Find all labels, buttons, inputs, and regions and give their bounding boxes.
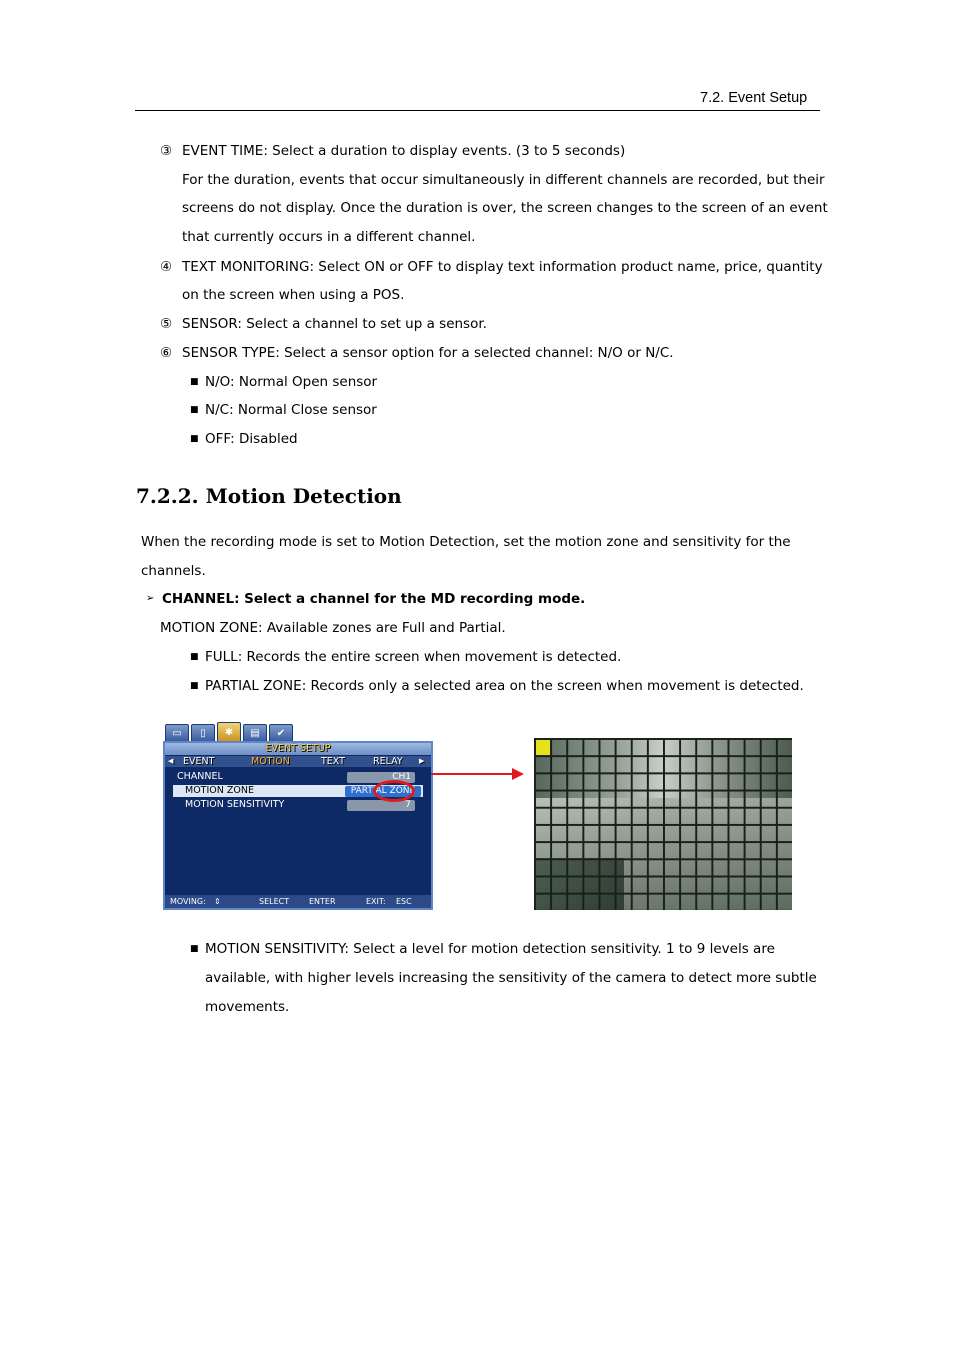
dvr-footer-esc: ESC <box>396 897 412 906</box>
dvr-footer-select: SELECT <box>259 897 290 906</box>
selected-grid-cell <box>536 740 550 755</box>
dvr-title: EVENT SETUP <box>165 743 431 755</box>
header-rule <box>135 110 820 111</box>
sensor-type-bullet-nc: N/C: Normal Close sensor <box>205 402 377 418</box>
sensor-line1: SENSOR: Select a channel to set up a sensor. <box>182 316 487 332</box>
dvr-row-label: CHANNEL <box>177 771 223 782</box>
highlight-circle <box>373 780 415 802</box>
sensor-type-bullet-off: OFF: Disabled <box>205 431 298 447</box>
event-setup-icon: ✱ <box>217 722 241 742</box>
channel-heading: CHANNEL: Select a channel for the MD recording mode. <box>162 591 586 607</box>
system-icon: ✔ <box>269 724 293 742</box>
monitor-icon: ▭ <box>165 724 189 742</box>
running-header: 7.2. Event Setup <box>700 90 808 106</box>
arrow-bullet-icon: ➢ <box>146 593 155 604</box>
dvr-value-motion-zone: PARTIAL ZONE <box>345 786 421 797</box>
dvr-tab-event: EVENT <box>183 756 215 767</box>
dvr-subtabs <box>165 756 431 767</box>
left-arrow-icon: ◀ <box>168 757 174 765</box>
arrow-right-icon <box>512 768 524 780</box>
intro-line1: When the recording mode is set to Motion Detection, set the motion zone and sensitivity for the <box>141 534 791 550</box>
text-monitoring-line1: TEXT MONITORING: Select ON or OFF to display text information product name, price, quantity <box>182 259 823 275</box>
dvr-tab-relay: RELAY <box>373 756 403 767</box>
event-time-line4: that currently occurs in a different channel. <box>182 229 476 245</box>
dvr-top-tabs <box>165 724 293 742</box>
bullet-icon: ■ <box>190 434 199 444</box>
dvr-value-channel: CH1 <box>347 772 415 783</box>
sensitivity-line1: MOTION SENSITIVITY: Select a level for motion detection sensitivity. 1 to 9 levels are <box>205 941 775 957</box>
sensor-type-line1: SENSOR TYPE: Select a sensor option for a selected channel: N/O or N/C. <box>182 345 674 361</box>
intro-line2: channels. <box>141 563 206 579</box>
bullet-icon: ■ <box>190 681 199 691</box>
updown-icon: ⇕ <box>214 897 221 906</box>
dvr-row-channel <box>177 771 223 783</box>
dvr-footer-moving: MOVING: <box>170 897 206 906</box>
section-title: 7.2.2. Motion Detection <box>136 484 402 508</box>
dvr-tab-motion: MOTION <box>251 756 290 767</box>
motion-zone-text: MOTION ZONE: Available zones are Full and Partial. <box>160 620 506 636</box>
item-marker-6: ⑥ <box>160 345 173 361</box>
annotation-arrow-line <box>431 773 514 775</box>
dvr-panel <box>163 741 433 910</box>
text-monitoring-line2: on the screen when using a POS. <box>182 287 405 303</box>
event-time-line2: For the duration, events that occur simultaneously in different channels are recorded, but their <box>182 172 825 188</box>
item-marker-5: ⑤ <box>160 316 173 332</box>
storage-icon: ▯ <box>191 724 215 742</box>
bullet-icon: ■ <box>190 377 199 387</box>
sensitivity-line3: movements. <box>205 999 290 1015</box>
bullet-icon: ■ <box>190 944 199 954</box>
zone-bullet-full: FULL: Records the entire screen when movement is detected. <box>205 649 622 665</box>
event-time-line3: screens do not display. Once the duration is over, the screen changes to the screen of an event <box>182 200 828 216</box>
item-marker-3: ③ <box>160 143 173 159</box>
dvr-footer <box>165 895 431 908</box>
item-marker-4: ④ <box>160 259 173 275</box>
right-arrow-icon: ▶ <box>419 757 425 765</box>
dvr-row-label: MOTION ZONE <box>185 785 254 796</box>
bullet-icon: ■ <box>190 405 199 415</box>
zone-bullet-partial: PARTIAL ZONE: Records only a selected area on the screen when movement is detected. <box>205 678 804 694</box>
network-icon: ▤ <box>243 724 267 742</box>
motion-grid-overlay <box>534 738 792 910</box>
dvr-row-label: MOTION SENSITIVITY <box>185 799 285 810</box>
motion-zone-grid-image <box>534 738 792 910</box>
dvr-row-sensitivity <box>185 799 284 811</box>
dvr-value-sensitivity: 7 <box>347 800 415 811</box>
bullet-icon: ■ <box>190 652 199 662</box>
dvr-footer-enter: ENTER <box>309 897 336 906</box>
sensor-type-bullet-no: N/O: Normal Open sensor <box>205 374 378 390</box>
dvr-menu-screenshot <box>163 724 431 908</box>
dvr-tab-text: TEXT <box>321 756 345 767</box>
sensitivity-line2: available, with higher levels increasing the sensitivity of the camera to detect more subtle <box>205 970 817 986</box>
event-time-line1: EVENT TIME: Select a duration to display events. (3 to 5 seconds) <box>182 143 626 159</box>
dvr-footer-exit: EXIT: <box>366 897 386 906</box>
